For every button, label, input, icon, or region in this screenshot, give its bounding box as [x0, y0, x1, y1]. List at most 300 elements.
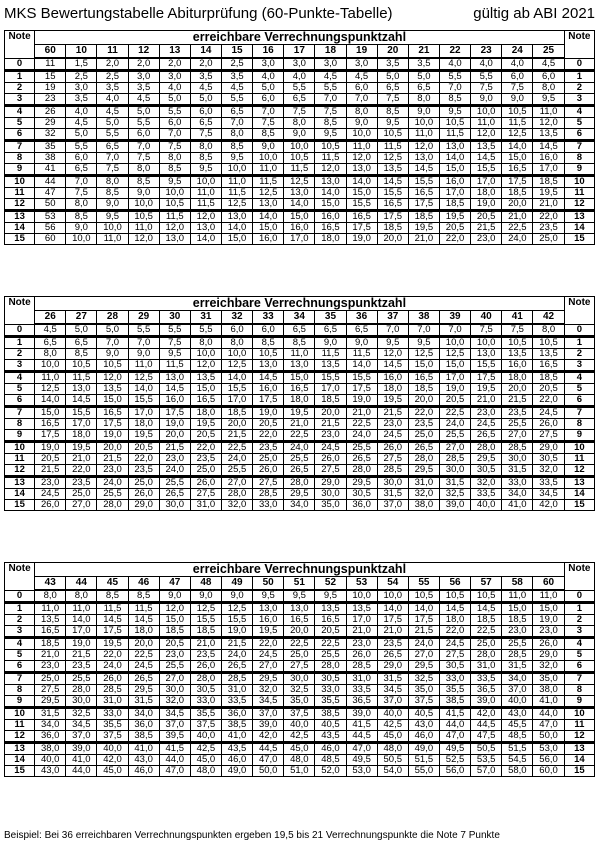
- value-cell: 6,0: [128, 129, 159, 141]
- value-cell: 4,5: [533, 58, 564, 71]
- note-cell-right: 10: [564, 176, 594, 188]
- value-cell: 10,5: [471, 590, 502, 603]
- value-cell: 22,5: [284, 430, 315, 442]
- value-cell: 10,0: [284, 141, 315, 153]
- value-cell: 4,5: [128, 94, 159, 106]
- note-cell-left: 14: [5, 755, 35, 766]
- value-cell: 8,0: [221, 337, 252, 349]
- value-cell: 24,0: [502, 234, 533, 245]
- value-cell: 18,5: [471, 615, 502, 626]
- value-cell: 32,0: [253, 685, 284, 696]
- value-cell: 4,0: [253, 71, 284, 83]
- value-cell: 12,0: [128, 234, 159, 245]
- note-cell-left: 11: [5, 188, 35, 199]
- value-cell: 24,0: [346, 430, 377, 442]
- value-cell: 5,0: [159, 94, 190, 106]
- note-cell-left: 9: [5, 696, 35, 708]
- value-cell: 30,0: [502, 454, 533, 465]
- note-cell-right: 8: [564, 419, 594, 430]
- value-cell: 9,0: [97, 199, 128, 211]
- value-cell: 14,5: [377, 360, 408, 372]
- value-cell: 11,5: [253, 176, 284, 188]
- value-cell: 14,0: [284, 199, 315, 211]
- value-cell: 16,0: [533, 153, 564, 164]
- value-cell: 20,0: [128, 638, 159, 650]
- note-cell-right: 13: [564, 211, 594, 223]
- value-cell: 13,0: [221, 211, 252, 223]
- value-cell: 35: [35, 141, 66, 153]
- value-cell: 16,5: [284, 384, 315, 395]
- value-cell: 11,0: [35, 372, 66, 384]
- value-cell: 40,0: [471, 500, 502, 511]
- value-cell: 15,0: [159, 615, 190, 626]
- value-cell: 16,0: [377, 372, 408, 384]
- value-cell: 10,0: [190, 176, 221, 188]
- value-cell: 54,5: [502, 755, 533, 766]
- value-cell: 14,0: [502, 141, 533, 153]
- value-cell: 8,5: [66, 349, 97, 360]
- value-cell: 15,5: [66, 407, 97, 419]
- value-cell: 34,5: [66, 720, 97, 731]
- value-cell: 8,5: [128, 176, 159, 188]
- value-cell: 9,5: [315, 129, 346, 141]
- value-cell: 5,5: [159, 324, 190, 337]
- note-cell-left: 9: [5, 430, 35, 442]
- value-cell: 32,0: [533, 661, 564, 673]
- value-cell: 26,0: [346, 650, 377, 661]
- value-cell: 27,5: [439, 650, 470, 661]
- value-cell: 38,5: [439, 696, 470, 708]
- value-cell: 35,5: [315, 696, 346, 708]
- value-cell: 17,5: [97, 626, 128, 638]
- value-cell: 32,0: [533, 465, 564, 477]
- value-cell: 50: [35, 199, 66, 211]
- column-header: 15: [221, 45, 252, 59]
- table-row: [5, 199, 595, 211]
- value-cell: 9,5: [253, 590, 284, 603]
- value-cell: 21,5: [377, 407, 408, 419]
- value-cell: 41,0: [502, 500, 533, 511]
- value-cell: 16,5: [315, 223, 346, 234]
- value-cell: 15,0: [190, 384, 221, 395]
- value-cell: 8,5: [253, 337, 284, 349]
- value-cell: 8,0: [284, 118, 315, 129]
- note-cell-left: 13: [5, 477, 35, 489]
- value-cell: 17,0: [66, 419, 97, 430]
- value-cell: 13,5: [533, 129, 564, 141]
- value-cell: 15,5: [346, 372, 377, 384]
- value-cell: 15,0: [253, 223, 284, 234]
- value-cell: 20,5: [253, 419, 284, 430]
- value-cell: 20,0: [377, 234, 408, 245]
- note-header-right: Note: [564, 31, 594, 59]
- value-cell: 51,5: [408, 755, 439, 766]
- note-cell-right: 10: [564, 442, 594, 454]
- value-cell: 20,0: [221, 419, 252, 430]
- value-cell: 13,5: [35, 615, 66, 626]
- value-cell: 3,0: [66, 83, 97, 94]
- value-cell: 15,0: [284, 372, 315, 384]
- value-cell: 24,0: [439, 419, 470, 430]
- note-cell-left: 13: [5, 743, 35, 755]
- value-cell: 8,0: [35, 590, 66, 603]
- value-cell: 44: [35, 176, 66, 188]
- value-cell: 16,5: [35, 419, 66, 430]
- value-cell: 10,5: [97, 360, 128, 372]
- value-cell: 43,0: [35, 766, 66, 777]
- value-cell: 28,0: [221, 489, 252, 500]
- value-cell: 35,5: [439, 685, 470, 696]
- value-cell: 6,5: [284, 94, 315, 106]
- value-cell: 12,0: [377, 349, 408, 360]
- value-cell: 4,5: [221, 83, 252, 94]
- value-cell: 3,0: [159, 71, 190, 83]
- table-row: [5, 755, 595, 766]
- value-cell: 42,0: [97, 755, 128, 766]
- value-cell: 15,5: [221, 384, 252, 395]
- value-cell: 14,5: [533, 141, 564, 153]
- value-cell: 29,5: [253, 673, 284, 685]
- value-cell: 22,0: [439, 626, 470, 638]
- value-cell: 11,0: [190, 188, 221, 199]
- value-cell: 7,0: [97, 337, 128, 349]
- value-cell: 17,0: [284, 234, 315, 245]
- column-header: 55: [408, 577, 439, 591]
- value-cell: 23,0: [533, 626, 564, 638]
- value-cell: 22,0: [66, 465, 97, 477]
- value-cell: 21,0: [346, 407, 377, 419]
- value-cell: 4,0: [66, 106, 97, 118]
- value-cell: 23,5: [253, 442, 284, 454]
- value-cell: 5,0: [97, 324, 128, 337]
- value-cell: 29,5: [284, 489, 315, 500]
- value-cell: 26,0: [533, 419, 564, 430]
- value-cell: 36,0: [128, 720, 159, 731]
- note-cell-right: 5: [564, 384, 594, 395]
- value-cell: 15,5: [190, 615, 221, 626]
- value-cell: 9,0: [471, 94, 502, 106]
- value-cell: 10,0: [190, 349, 221, 360]
- value-cell: 25,0: [128, 477, 159, 489]
- value-cell: 13,0: [253, 603, 284, 615]
- value-cell: 18,5: [502, 615, 533, 626]
- value-cell: 7,5: [159, 337, 190, 349]
- value-cell: 21,5: [471, 223, 502, 234]
- value-cell: 30,0: [159, 500, 190, 511]
- value-cell: 4,0: [97, 94, 128, 106]
- value-cell: 38,0: [533, 685, 564, 696]
- value-cell: 22,5: [471, 626, 502, 638]
- grading-table-2: [4, 296, 595, 511]
- value-cell: 34,0: [35, 720, 66, 731]
- value-cell: 50,5: [471, 743, 502, 755]
- value-cell: 45,5: [502, 720, 533, 731]
- value-cell: 8,0: [66, 199, 97, 211]
- value-cell: 8,5: [439, 94, 470, 106]
- value-cell: 13,5: [471, 141, 502, 153]
- value-cell: 22,0: [408, 407, 439, 419]
- value-cell: 14,0: [221, 372, 252, 384]
- value-cell: 40,0: [35, 755, 66, 766]
- value-cell: 4,0: [439, 58, 470, 71]
- column-header: 17: [284, 45, 315, 59]
- value-cell: 23,0: [377, 419, 408, 430]
- value-cell: 29,0: [377, 661, 408, 673]
- value-cell: 22,5: [284, 638, 315, 650]
- value-cell: 21,0: [408, 234, 439, 245]
- value-cell: 26,5: [159, 489, 190, 500]
- value-cell: 9,0: [97, 349, 128, 360]
- value-cell: 33,5: [471, 489, 502, 500]
- value-cell: 10,0: [221, 349, 252, 360]
- note-cell-right: 0: [564, 58, 594, 71]
- value-cell: 14,5: [97, 615, 128, 626]
- value-cell: 18,5: [159, 626, 190, 638]
- table-row: [5, 489, 595, 500]
- value-cell: 13,5: [377, 164, 408, 176]
- note-cell-left: 15: [5, 766, 35, 777]
- note-cell-left: 2: [5, 615, 35, 626]
- value-cell: 28,0: [346, 465, 377, 477]
- value-cell: 28,0: [471, 650, 502, 661]
- value-cell: 19,5: [439, 211, 470, 223]
- value-cell: 39,0: [471, 696, 502, 708]
- value-cell: 15,0: [35, 407, 66, 419]
- note-cell-right: 9: [564, 696, 594, 708]
- value-cell: 44,5: [346, 731, 377, 743]
- value-cell: 14,5: [253, 372, 284, 384]
- value-cell: 13,5: [533, 349, 564, 360]
- value-cell: 7,0: [159, 129, 190, 141]
- value-cell: 21,0: [346, 626, 377, 638]
- value-cell: 31,5: [439, 477, 470, 489]
- value-cell: 7,5: [97, 164, 128, 176]
- value-cell: 22,5: [439, 407, 470, 419]
- value-cell: 57,0: [471, 766, 502, 777]
- value-cell: 28,0: [190, 673, 221, 685]
- value-cell: 22,5: [221, 442, 252, 454]
- value-cell: 47,0: [533, 720, 564, 731]
- value-cell: 34,0: [284, 500, 315, 511]
- value-cell: 21,5: [315, 419, 346, 430]
- value-cell: 34,5: [253, 696, 284, 708]
- value-cell: 6,0: [533, 71, 564, 83]
- note-cell-left: 13: [5, 211, 35, 223]
- value-cell: 7,5: [159, 141, 190, 153]
- value-cell: 4,0: [471, 58, 502, 71]
- value-cell: 24,0: [97, 477, 128, 489]
- value-cell: 23,0: [502, 626, 533, 638]
- value-cell: 30,0: [315, 489, 346, 500]
- value-cell: 48,5: [315, 755, 346, 766]
- value-cell: 16,0: [284, 223, 315, 234]
- value-cell: 24,0: [408, 638, 439, 650]
- value-cell: 36,0: [35, 731, 66, 743]
- table-row: [5, 615, 595, 626]
- value-cell: 27,0: [66, 500, 97, 511]
- note-cell-left: 0: [5, 58, 35, 71]
- value-cell: 12,0: [159, 223, 190, 234]
- value-cell: 44,0: [159, 755, 190, 766]
- value-cell: 8,0: [190, 337, 221, 349]
- table-row: [5, 188, 595, 199]
- value-cell: 6,0: [253, 94, 284, 106]
- note-cell-right: 13: [564, 477, 594, 489]
- value-cell: 11,0: [533, 106, 564, 118]
- value-cell: 7,5: [471, 83, 502, 94]
- value-cell: 40,0: [502, 696, 533, 708]
- value-cell: 11,5: [377, 141, 408, 153]
- value-cell: 7,0: [439, 324, 470, 337]
- value-cell: 25,0: [190, 465, 221, 477]
- value-cell: 11,0: [128, 223, 159, 234]
- value-cell: 28,5: [346, 661, 377, 673]
- value-cell: 15,0: [408, 360, 439, 372]
- value-cell: 14,5: [471, 153, 502, 164]
- value-cell: 34,5: [159, 708, 190, 720]
- value-cell: 18,5: [533, 372, 564, 384]
- value-cell: 25,5: [284, 454, 315, 465]
- value-cell: 35,0: [408, 685, 439, 696]
- value-cell: 14,5: [128, 615, 159, 626]
- page-header: [4, 5, 595, 25]
- value-cell: 7,0: [315, 94, 346, 106]
- value-cell: 51,5: [502, 743, 533, 755]
- value-cell: 29,0: [315, 477, 346, 489]
- value-cell: 39,0: [346, 708, 377, 720]
- value-cell: 9,5: [533, 94, 564, 106]
- value-cell: 16,5: [346, 211, 377, 223]
- column-header: 53: [346, 577, 377, 591]
- note-header-left: Note: [5, 31, 35, 59]
- value-cell: 6,5: [315, 324, 346, 337]
- value-cell: 14,0: [346, 176, 377, 188]
- value-cell: 18,5: [35, 638, 66, 650]
- value-cell: 47,0: [439, 731, 470, 743]
- value-cell: 47,0: [346, 743, 377, 755]
- value-cell: 30,5: [439, 661, 470, 673]
- value-cell: 37,5: [408, 696, 439, 708]
- table-row: [5, 766, 595, 777]
- value-cell: 29,5: [35, 696, 66, 708]
- value-cell: 45,0: [97, 766, 128, 777]
- value-cell: 26: [35, 106, 66, 118]
- value-cell: 17,0: [221, 395, 252, 407]
- column-header: 58: [502, 577, 533, 591]
- value-cell: 35,0: [315, 500, 346, 511]
- value-cell: 41,0: [221, 731, 252, 743]
- value-cell: 20,5: [439, 395, 470, 407]
- value-cell: 27,0: [159, 673, 190, 685]
- value-cell: 21,5: [35, 465, 66, 477]
- value-cell: 3,5: [190, 71, 221, 83]
- value-cell: 13,5: [502, 349, 533, 360]
- note-cell-left: 5: [5, 650, 35, 661]
- note-cell-left: 15: [5, 234, 35, 245]
- value-cell: 18,5: [377, 223, 408, 234]
- note-cell-left: 6: [5, 661, 35, 673]
- value-cell: 16,5: [502, 164, 533, 176]
- value-cell: 10,5: [502, 106, 533, 118]
- table-row: [5, 743, 595, 755]
- column-header: 49: [221, 577, 252, 591]
- value-cell: 60: [35, 234, 66, 245]
- value-cell: 37,0: [502, 685, 533, 696]
- value-cell: 6,0: [502, 71, 533, 83]
- value-cell: 39,0: [253, 720, 284, 731]
- value-cell: 3,0: [128, 71, 159, 83]
- value-cell: 18,0: [502, 372, 533, 384]
- value-cell: 10,0: [471, 337, 502, 349]
- value-cell: 8,5: [253, 129, 284, 141]
- value-cell: 17,5: [159, 407, 190, 419]
- value-cell: 5,0: [253, 83, 284, 94]
- value-cell: 7,5: [377, 94, 408, 106]
- value-cell: 11: [35, 58, 66, 71]
- value-cell: 37,5: [97, 731, 128, 743]
- value-cell: 52,0: [315, 766, 346, 777]
- grading-table-1: [4, 30, 595, 245]
- table-row: [5, 650, 595, 661]
- value-cell: 47,0: [253, 755, 284, 766]
- value-cell: 49,5: [439, 743, 470, 755]
- column-header: 40: [471, 311, 502, 325]
- value-cell: 7,5: [66, 188, 97, 199]
- value-cell: 36,0: [346, 500, 377, 511]
- value-cell: 31,0: [97, 696, 128, 708]
- section-title: erreichbare Verrechnungspunktzahl: [35, 31, 565, 45]
- value-cell: 25,5: [159, 661, 190, 673]
- note-cell-left: 1: [5, 337, 35, 349]
- value-cell: 5,5: [66, 141, 97, 153]
- note-cell-right: 11: [564, 188, 594, 199]
- value-cell: 10,0: [253, 153, 284, 164]
- value-cell: 26,5: [128, 673, 159, 685]
- column-header: 20: [377, 45, 408, 59]
- table-row: [5, 71, 595, 83]
- value-cell: 12,5: [221, 199, 252, 211]
- value-cell: 36,5: [346, 696, 377, 708]
- note-cell-right: 4: [564, 638, 594, 650]
- value-cell: 50,0: [533, 731, 564, 743]
- value-cell: 20,5: [439, 223, 470, 234]
- value-cell: 8,0: [35, 349, 66, 360]
- value-cell: 28,0: [471, 442, 502, 454]
- value-cell: 24,5: [533, 407, 564, 419]
- value-cell: 3,5: [97, 83, 128, 94]
- value-cell: 43,5: [315, 731, 346, 743]
- value-cell: 22,0: [533, 395, 564, 407]
- value-cell: 15,5: [346, 199, 377, 211]
- section-title-row: [5, 563, 595, 577]
- value-cell: 22,5: [346, 419, 377, 430]
- table-row: [5, 164, 595, 176]
- value-cell: 16,0: [502, 360, 533, 372]
- value-cell: 2,0: [159, 58, 190, 71]
- value-cell: 28,5: [502, 442, 533, 454]
- value-cell: 19,5: [408, 223, 439, 234]
- note-cell-right: 12: [564, 731, 594, 743]
- column-header: 24: [502, 45, 533, 59]
- value-cell: 3,5: [66, 94, 97, 106]
- value-cell: 10,5: [502, 337, 533, 349]
- value-cell: 37,0: [159, 720, 190, 731]
- note-cell-left: 3: [5, 360, 35, 372]
- value-cell: 26,5: [284, 465, 315, 477]
- value-cell: 37,0: [377, 500, 408, 511]
- value-cell: 41,5: [346, 720, 377, 731]
- value-cell: 15,0: [315, 199, 346, 211]
